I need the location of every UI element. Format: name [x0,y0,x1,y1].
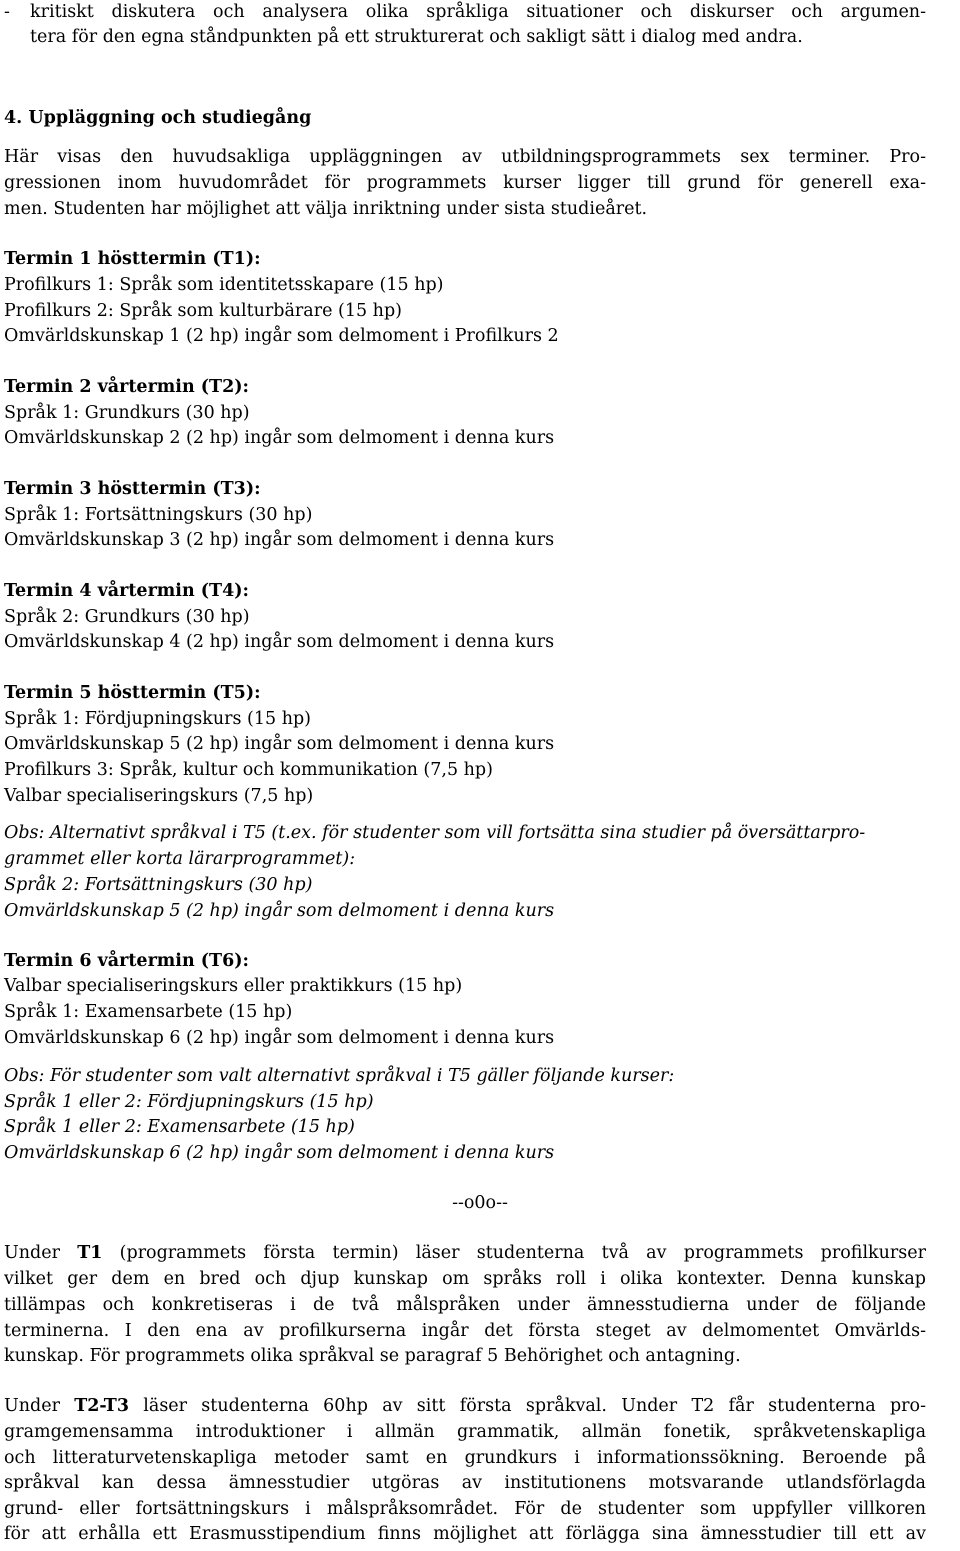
term-6-note: Obs: För studenter som valt alternativt språkval i T5 gäller följande kurser: [4,1066,675,1086]
term-6-note: Språk 1 eller 2: Fördjupningskurs (15 hp) [4,1092,374,1112]
term-5-note: grammet eller korta lärarprogrammet): [4,849,356,869]
para-1-line: tillämpas och konkretiseras i de två målspråken under ämnesstudierna under de följande [4,1295,926,1315]
para-2-line: och litteraturvetenskapliga metoder samt en grundkurs i informationssökning. Beroende på [4,1448,926,1468]
term-1-heading: Termin 1 hösttermin (T1): [4,249,261,269]
para-1-line: vilket ger dem en bred och djup kunskap om språks roll i olika kontexter. Denna kunskap [4,1269,926,1289]
term-3-item: Omvärldskunskap 3 (2 hp) ingår som delmoment i denna kurs [4,530,555,550]
term-4-item: Omvärldskunskap 4 (2 hp) ingår som delmoment i denna kurs [4,632,555,652]
bullet-line-1: kritiskt diskutera och analysera olika språkliga situationer och diskurser och argumen- [30,2,926,22]
term-5-note: Omvärldskunskap 5 (2 hp) ingår som delmoment i denna kurs [4,901,555,921]
bullet-dash: - [4,2,10,22]
term-6-heading: Termin 6 vårtermin (T6): [4,951,249,971]
term-6-item: Språk 1: Examensarbete (15 hp) [4,1002,293,1022]
para-2-line: grund- eller fortsättningskurs i målspråksområdet. För de studenter som uppfyller villkoren [4,1499,926,1519]
term-3-heading: Termin 3 hösttermin (T3): [4,479,261,499]
intro-line-1: Här visas den huvudsakliga uppläggningen av utbildningsprogrammets sex terminer. Pro- [4,147,926,167]
term-2-heading: Termin 2 vårtermin (T2): [4,377,249,397]
term-5-item: Omvärldskunskap 5 (2 hp) ingår som delmoment i denna kurs [4,734,555,754]
term-2-item: Omvärldskunskap 2 (2 hp) ingår som delmoment i denna kurs [4,428,555,448]
term-5-item: Språk 1: Fördjupningskurs (15 hp) [4,709,312,729]
term-4-item: Språk 2: Grundkurs (30 hp) [4,607,250,627]
term-3-item: Språk 1: Fortsättningskurs (30 hp) [4,505,313,525]
term-6-item: Omvärldskunskap 6 (2 hp) ingår som delmoment i denna kurs [4,1028,555,1048]
separator: --o0o-- [452,1193,508,1213]
term-6-item: Valbar specialiseringskurs eller praktikkurs (15 hp) [4,976,463,996]
para-1-line: terminerna. I den ena av profilkurserna ingår det första steget av delmomentet Omvärlds- [4,1321,926,1341]
term-2-item: Språk 1: Grundkurs (30 hp) [4,403,250,423]
para-2-line: gramgemensamma introduktioner i allmän grammatik, allmän fonetik, språkvetenskapliga [4,1422,926,1442]
bullet-line-2: tera för den egna ståndpunkten på ett strukturerat och sakligt sätt i dialog med andra. [30,27,803,47]
para-1-line-1: Under T1 (programmets första termin) läser studenterna två av programmets profilkurser [4,1243,926,1263]
para-2-line: språkval kan dessa ämnesstudier utgöras av institutionens motsvarande utlandsförlagda [4,1473,926,1493]
para-2-line: för att erhålla ett Erasmusstipendium finns möjlighet att förlägga sina ämnesstudier till ett av [4,1524,926,1544]
term-5-item: Profilkurs 3: Språk, kultur och kommunikation (7,5 hp) [4,760,493,780]
para-1-line: kunskap. För programmets olika språkval se paragraf 5 Behörighet och antagning. [4,1346,741,1366]
term-5-note: Språk 2: Fortsättningskurs (30 hp) [4,875,313,895]
term-5-note: Obs: Alternativt språkval i T5 (t.ex. för studenter som vill fortsätta sina studier på översättarpro- [4,823,866,843]
term-1-item: Omvärldskunskap 1 (2 hp) ingår som delmoment i Profilkurs 2 [4,326,559,346]
section-heading: 4. Uppläggning och studiegång [4,108,312,128]
intro-line-2: gressionen inom huvudområdet för programmets kurser ligger till grund för generell exa- [4,173,926,193]
term-5-item: Valbar specialiseringskurs (7,5 hp) [4,786,314,806]
term-5-heading: Termin 5 hösttermin (T5): [4,683,261,703]
term-4-heading: Termin 4 vårtermin (T4): [4,581,249,601]
term-1-item: Profilkurs 1: Språk som identitetsskapare (15 hp) [4,275,444,295]
intro-line-3: men. Studenten har möjlighet att välja inriktning under sista studieåret. [4,199,648,219]
term-6-note: Språk 1 eller 2: Examensarbete (15 hp) [4,1117,355,1137]
term-6-note: Omvärldskunskap 6 (2 hp) ingår som delmoment i denna kurs [4,1143,555,1163]
term-1-item: Profilkurs 2: Språk som kulturbärare (15 hp) [4,301,402,321]
para-2-line-1: Under T2-T3 läser studenterna 60hp av sitt första språkval. Under T2 får studenterna pro- [4,1396,926,1416]
